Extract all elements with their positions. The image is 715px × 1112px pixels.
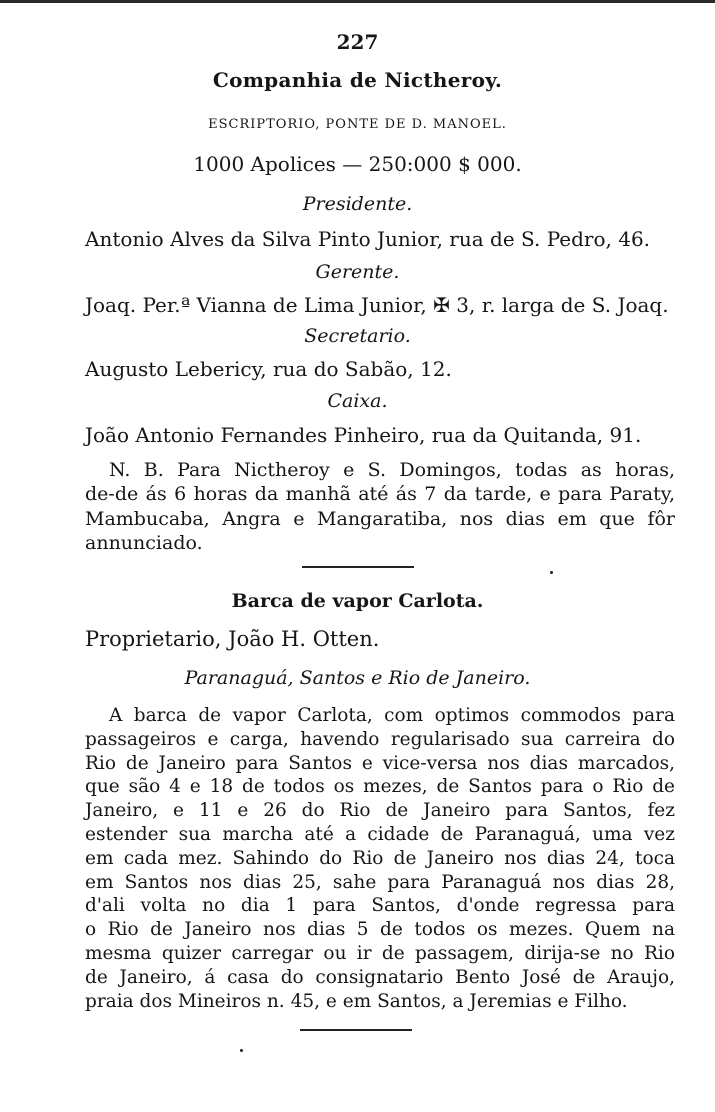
role-secretario: Secretario. xyxy=(304,325,411,347)
page-number: 227 xyxy=(336,30,379,54)
body-line: em Santos nos dias 25, sahe para Paranaguá nos dias 28, xyxy=(85,871,675,893)
body-line: passageiros e carga, havendo regularisado sua carreira do xyxy=(85,728,675,750)
body-line: Rio de Janeiro para Santos e vice-versa nos dias marcados, xyxy=(85,752,675,774)
note-paragraph xyxy=(85,458,675,556)
barca-route: Paranaguá, Santos e Rio de Janeiro. xyxy=(184,667,531,689)
ink-speck xyxy=(240,1049,243,1052)
body-line: em cada mez. Sahindo do Rio de Janeiro nos dias 24, toca xyxy=(85,847,675,869)
entry-presidente: Antonio Alves da Silva Pinto Junior, rua de S. Pedro, 46. xyxy=(85,227,651,251)
body-line: que são 4 e 18 de todos os mezes, de Santos para o Rio de xyxy=(85,776,675,798)
ink-speck xyxy=(550,571,553,574)
body-line: praia dos Mineiros n. 45, e em Santos, a Jeremias e Filho. xyxy=(85,990,628,1012)
office-address: ESCRIPTORIO, PONTE DE D. MANOEL. xyxy=(208,117,507,132)
body-line: A barca de vapor Carlota, com optimos commodos para xyxy=(109,705,675,726)
note-line: N. B. Para Nictheroy e S. Domingos, todas as horas, xyxy=(109,459,675,481)
company-title: Companhia de Nictheroy. xyxy=(212,68,503,92)
body-line: o Rio de Janeiro nos dias 5 de todos os mezes. Quem na xyxy=(85,919,675,941)
bottom-divider xyxy=(300,1029,412,1031)
note-line: Mambucaba, Angra e Mangaratiba, nos dias em que fôr xyxy=(85,507,675,530)
role-caixa: Caixa. xyxy=(327,390,388,412)
barca-paragraph xyxy=(85,704,675,1013)
note-line: annunciado. xyxy=(85,532,203,555)
entry-gerente: Joaq. Per.ª Vianna de Lima Junior, ✠ 3, r. larga de S. Joaq. xyxy=(85,293,669,317)
note-line: de-de ás 6 horas da manhã até ás 7 da tarde, e para Paraty, xyxy=(85,483,675,506)
barca-title: Barca de vapor Carlota. xyxy=(231,590,484,612)
body-line: estender sua marcha até a cidade de Paranaguá, uma vez xyxy=(85,823,675,845)
entry-secretario: Augusto Lebericy, rua do Sabão, 12. xyxy=(85,357,452,381)
body-line: mesma quizer carregar ou ir de passagem, dirija-se no Rio xyxy=(85,942,675,964)
entry-caixa: João Antonio Fernandes Pinheiro, rua da Quitanda, 91. xyxy=(85,423,642,447)
section-divider xyxy=(302,566,414,568)
barca-owner: Proprietario, João H. Otten. xyxy=(85,627,380,651)
role-presidente: Presidente. xyxy=(302,193,413,215)
body-line: de Janeiro, á casa do consignatario Bento José de Araujo, xyxy=(85,966,675,988)
body-line: d'ali volta no dia 1 para Santos, d'onde regressa para xyxy=(85,895,675,917)
top-edge-rule xyxy=(0,0,715,3)
role-gerente: Gerente. xyxy=(315,261,400,283)
body-line: Janeiro, e 11 e 26 do Rio de Janeiro para Santos, fez xyxy=(85,800,675,822)
shares-capital: 1000 Apolices — 250:000 $ 000. xyxy=(193,152,522,176)
